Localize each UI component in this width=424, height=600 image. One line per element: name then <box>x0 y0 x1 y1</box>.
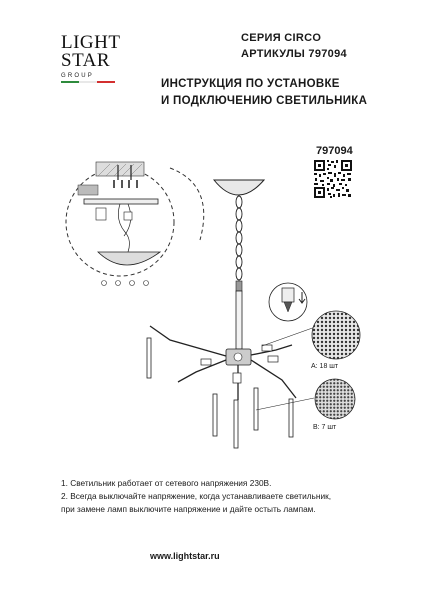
instruction-title-line1: ИНСТРУКЦИЯ ПО УСТАНОВКЕ <box>161 78 340 90</box>
chain <box>236 196 242 280</box>
logo-text-star: STAR <box>61 50 111 71</box>
note-line-1: 1. Светильник работает от сетевого напряжения 230В. <box>61 478 272 488</box>
website-link[interactable]: www.lightstar.ru <box>150 551 220 561</box>
article-number: АРТИКУЛЫ 797094 <box>241 48 347 60</box>
lamp-a-label: A: 18 шт <box>311 363 339 370</box>
lamp-b-label: B: 7 шт <box>313 424 337 431</box>
wiring <box>118 204 130 252</box>
canopy-detail <box>98 252 160 265</box>
detail-pointer-line <box>170 168 204 240</box>
lamp-a-circle <box>312 311 360 359</box>
arms <box>150 326 296 400</box>
model-number: 797094 <box>316 145 353 157</box>
canopy <box>214 180 264 195</box>
logo-text-light: LIGHT <box>61 32 121 53</box>
note-line-2: 2. Всегда выключайте напряжение, когда устанавливаете светильник, <box>61 491 332 501</box>
lamp-b-circle <box>315 379 355 419</box>
note-line-3: при замене ламп выключите напряжение и дайте остыть лампам. <box>61 504 316 514</box>
mounting-bar <box>84 199 158 204</box>
instruction-title-line2: И ПОДКЛЮЧЕНИЮ СВЕТИЛЬНИКА <box>161 95 368 107</box>
mounting-screws <box>113 180 138 188</box>
logo-text-group: GROUP <box>61 73 95 79</box>
notes <box>61 477 381 516</box>
center-rod <box>236 291 242 349</box>
series-title: СЕРИЯ CIRCO <box>241 32 322 44</box>
